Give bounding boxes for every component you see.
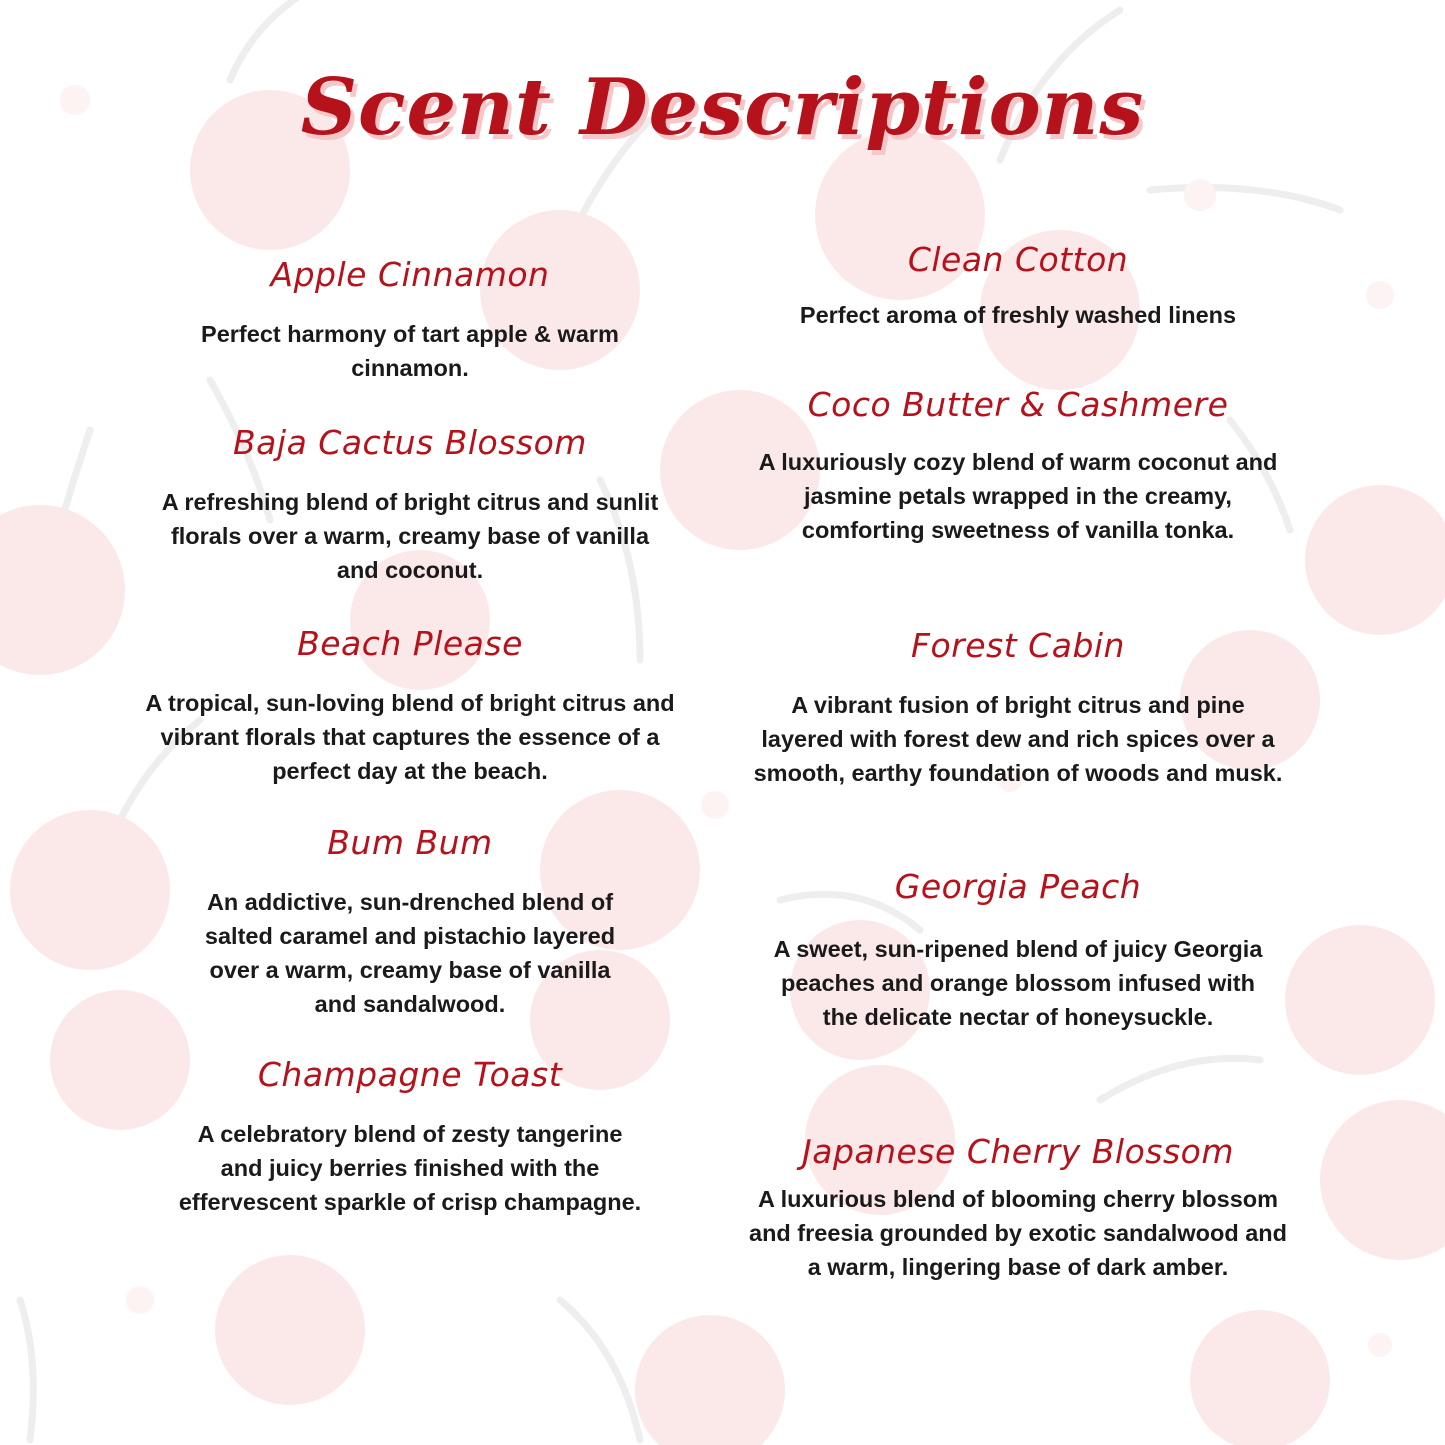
scent-name: Apple Cinnamon — [270, 255, 550, 294]
scent-description: Perfect aroma of freshly washed linens — [799, 302, 1237, 328]
page-title: Scent Descriptions — [300, 62, 1145, 153]
scent-name: Forest Cabin — [911, 626, 1125, 665]
scent-name: Coco Butter & Cashmere — [807, 385, 1229, 424]
scent-name: Japanese Cherry Blossom — [802, 1132, 1234, 1171]
scent-description: A luxurious blend of blooming cherry blossom and freesia grounded by exotic sandalwood and a warm, lingering base of dark amber. — [749, 1186, 1287, 1280]
scent-item — [728, 385, 1308, 547]
scent-description: A tropical, sun-loving blend of bright citrus and vibrant florals that captures the essence of a perfect day at the beach. — [145, 690, 675, 784]
scent-description: A sweet, sun-ripened blend of juicy Georgia peaches and orange blossom infused with the delicate nectar of honeysuckle. — [773, 936, 1263, 1030]
scent-item — [728, 1132, 1308, 1284]
scent-description: A luxuriously cozy blend of warm coconut and jasmine petals wrapped in the creamy, comforting sweetness of vanilla tonka. — [758, 449, 1278, 543]
scent-name: Bum Bum — [327, 823, 493, 862]
scent-description: A celebratory blend of zesty tangerine and juicy berries finished with the effervescent sparkle of crisp champagne. — [178, 1121, 642, 1215]
scent-name: Clean Cotton — [907, 240, 1129, 279]
scent-description: An addictive, sun-drenched blend of salted caramel and pistachio layered over a warm, creamy base of vanilla and sandalwood. — [204, 889, 616, 1017]
scent-item — [728, 867, 1308, 1034]
scent-item — [728, 240, 1308, 332]
scent-item — [140, 255, 680, 385]
scent-name: Beach Please — [297, 624, 523, 663]
scent-item — [140, 1055, 680, 1219]
scent-description: A refreshing blend of bright citrus and sunlit florals over a warm, creamy base of vanilla and coconut. — [161, 489, 659, 583]
scent-name: Georgia Peach — [894, 867, 1142, 906]
scent-name: Baja Cactus Blossom — [233, 423, 587, 462]
scent-item — [140, 624, 680, 788]
scent-item — [140, 823, 680, 1021]
scent-name: Champagne Toast — [257, 1055, 563, 1094]
scent-description: Perfect harmony of tart apple & warm cinnamon. — [201, 321, 619, 381]
scent-item — [728, 626, 1308, 790]
scent-description: A vibrant fusion of bright citrus and pine layered with forest dew and rich spices over a smooth, earthy foundation of woods and musk. — [753, 692, 1283, 786]
scent-item — [140, 423, 680, 587]
